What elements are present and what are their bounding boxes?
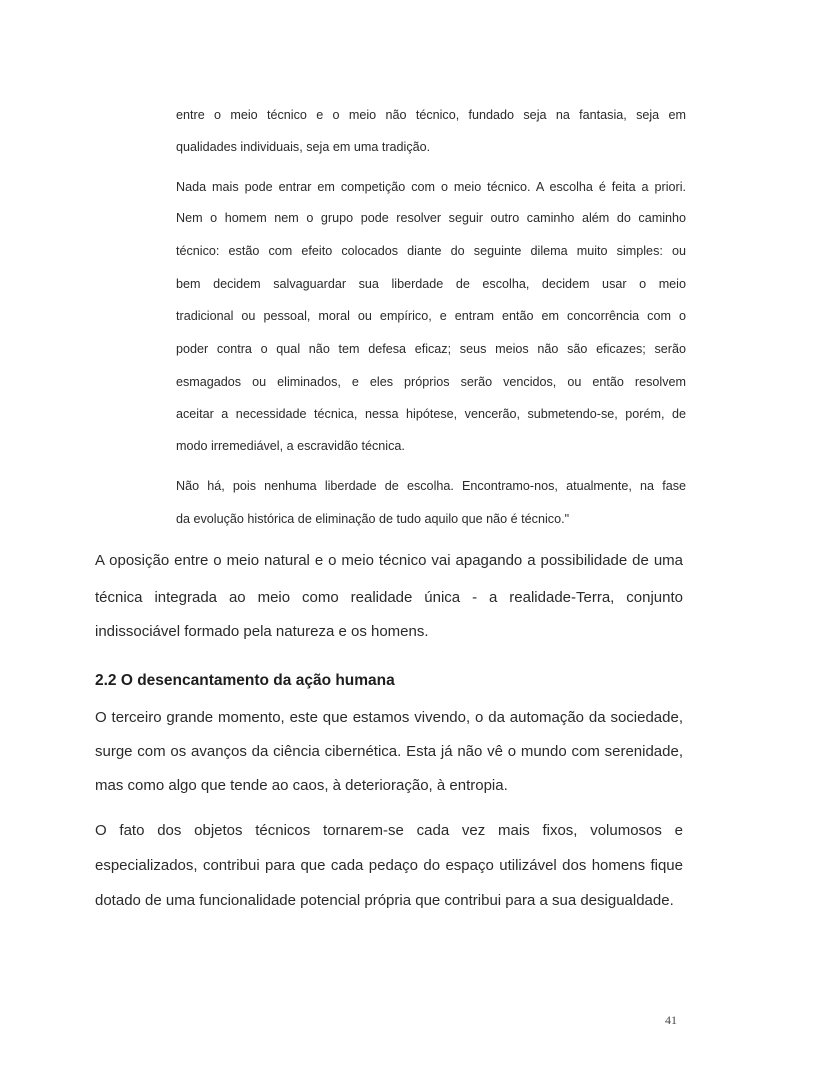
quote-line: bem decidem salvaguardar sua liberdade de escolha, decidem usar o meio	[176, 277, 686, 291]
body-line: mas como algo que tende ao caos, à deterioração, à entropia.	[95, 777, 508, 794]
quote-line: técnico: estão com efeito colocados diante do seguinte dilema muito simples: ou	[176, 244, 686, 258]
quote-line: aceitar a necessidade técnica, nessa hipótese, vencerão, submetendo-se, porém, de	[176, 407, 686, 421]
quote-line: modo irremediável, a escravidão técnica.	[176, 439, 405, 453]
section-heading: 2.2 O desencantamento da ação humana	[95, 672, 395, 689]
body-line: O fato dos objetos técnicos tornarem-se cada vez mais fixos, volumosos e	[95, 822, 683, 839]
body-line: indissociável formado pela natureza e os homens.	[95, 623, 429, 640]
body-line: O terceiro grande momento, este que estamos vivendo, o da automação da sociedade,	[95, 709, 683, 726]
body-line: técnica integrada ao meio como realidade única - a realidade-Terra, conjunto	[95, 589, 683, 606]
body-line: especializados, contribui para que cada pedaço do espaço utilizável dos homens fique	[95, 857, 683, 874]
quote-line: Não há, pois nenhuma liberdade de escolha. Encontramo-nos, atualmente, na fase	[176, 479, 686, 493]
body-line: surge com os avanços da ciência cibernética. Esta já não vê o mundo com serenidade,	[95, 743, 683, 760]
quote-line: da evolução histórica de eliminação de tudo aquilo que não é técnico."	[176, 512, 570, 526]
quote-line: tradicional ou pessoal, moral ou empírico, e entram então em concorrência com o	[176, 309, 686, 323]
page-number: 41	[665, 1013, 677, 1027]
quote-line: Nada mais pode entrar em competição com o meio técnico. A escolha é feita a priori.	[176, 180, 686, 194]
body-line: dotado de uma funcionalidade potencial própria que contribui para a sua desigualdade.	[95, 892, 674, 909]
quote-line: entre o meio técnico e o meio não técnico, fundado seja na fantasia, seja em	[176, 108, 686, 122]
quote-line: esmagados ou eliminados, e eles próprios serão vencidos, ou então resolvem	[176, 375, 686, 389]
body-line: A oposição entre o meio natural e o meio técnico vai apagando a possibilidade de uma	[95, 552, 683, 569]
quote-line: Nem o homem nem o grupo pode resolver seguir outro caminho além do caminho	[176, 211, 686, 225]
quote-line: poder contra o qual não tem defesa eficaz; seus meios não são eficazes; serão	[176, 342, 686, 356]
quote-line: qualidades individuais, seja em uma tradição.	[176, 140, 431, 154]
